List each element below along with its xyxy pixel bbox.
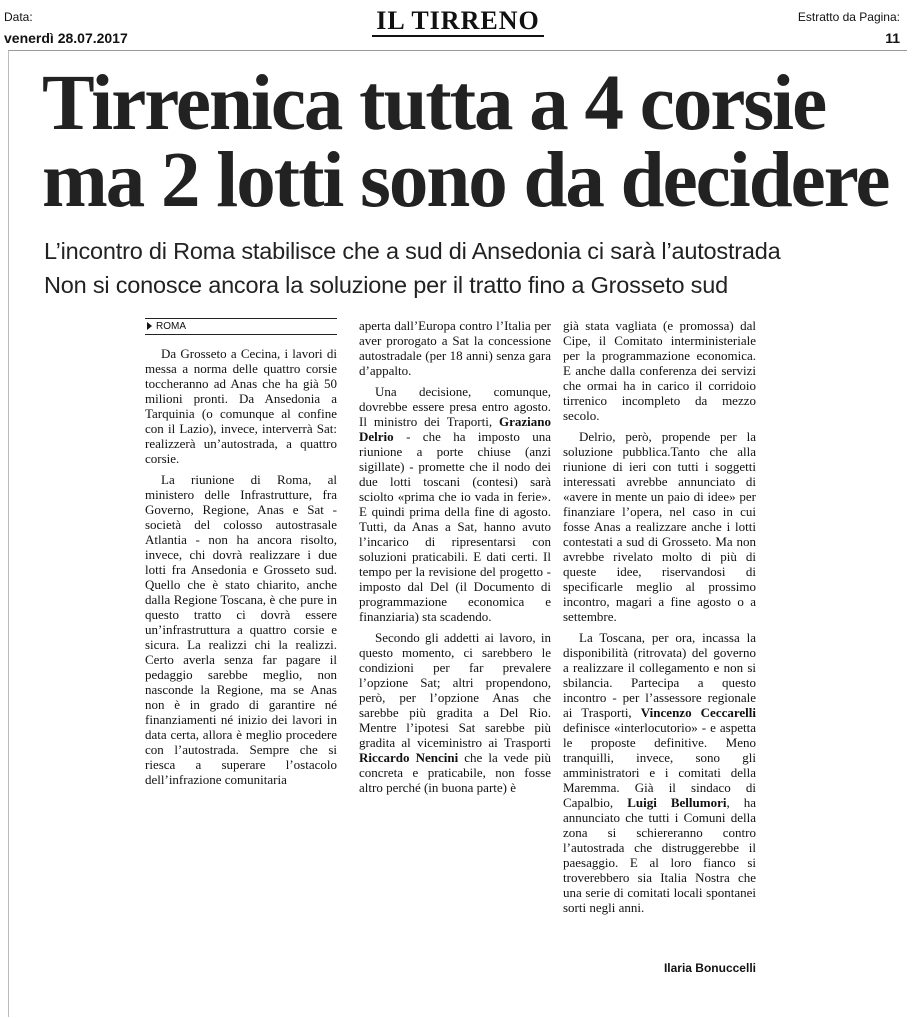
paragraph: Delrio, però, propende per la soluzione pubblica.Tanto che alla riunione di ieri con tutti i soggetti interessati avrebbe annunciato di «avere in mente un paio di idee» per finanziare l’opera, nel caso in cui fosse Anas a realizzare anche i lotti contestati a sud di Grosseto. Ma non avrebbe rivelato molto di più di queste idee, riservandosi di specificarle meglio al prossimo incontro, magari a fine agosto o a settembre. (563, 429, 756, 624)
paragraph: già stata vagliata (e promossa) dal Cipe, il Comitato interministeriale per la programmazione economica. E anche dalla conferenza dei servizi che ormai ha in carico il corridoio tirrenico incompleto da mezzo secolo. (563, 318, 756, 423)
page-number: 11 (885, 30, 900, 46)
paragraph: La riunione di Roma, al ministero delle Infrastrutture, fra Governo, Regione, Anas e Sat - società del colosso autostrasale Atlantia - non ha ancora risolto, invece, chi dovrà realizzare i due lotti fra Ansedonia e Grosseto sud. Quello che è stato chiarito, anche dalla Regione Toscana, è che pure in questo tratto ci dovrà essere un’infrastruttura a quattro corsie e sicura. La realizzi chi la realizzi. Certo averla senza far pagare il pedaggio sarebbe meglio, non nasconde la Regione, ma se Anas non è in grado di garantire né finanziamenti né inizio dei lavori in data certa, allora è meglio procedere con l’autostrada. Sempre che si riesca a superare l’ostacolo dell’infrazione comunitaria (145, 472, 337, 787)
subheadline-line-2: Non si conosce ancora la soluzione per il tratto fino a Grosseto sud (44, 272, 728, 298)
paragraph: Secondo gli addetti ai lavoro, in questo momento, ci sarebbero le condizioni per far prevalere l’opzione Sat; altri propendono, però, per l’opzione Anas che sarebbe più gradita a Del Rio. Mentre l’ipotesi Sat sarebbe più gradita al viceministro ai Trasporti Riccardo Nencini che la vede più concreta e praticabile, non fosse altro perché (in buona parte) è (359, 630, 552, 795)
article-column-2 (359, 318, 551, 795)
author-byline: Ilaria Bonuccelli (663, 961, 756, 975)
headline-line-1: Tirrenica tutta a 4 corsie (42, 60, 826, 147)
publication-date: venerdì 28.07.2017 (4, 30, 128, 46)
page-label: Estratto da Pagina: (797, 10, 900, 24)
person-name: Vincenzo Ceccarelli (640, 705, 756, 720)
paragraph: La Toscana, per ora, incassa la disponibilità (ritrovata) del governo a realizzare il collegamento e non si sbilancia. Partecipa a questo incontro - per l’assessore regionale ai Trasporti, Vincenzo Ceccarelli definisce «interlocutorio» - e aspetta le proposte definitive. Meno tranquilli, invece, sono gli amministratori e i comitati della Maremma. Già il sindaco di Capalbio, Luigi Bellumori, ha annunciato che tutti i Comuni della zona si schiereranno contro l’autostrada che distruggerebbe il paesaggio. E al loro fianco si troverebbero sia Italia Nostra che una serie di comitati locali spontanei sorti negli anni. (563, 630, 756, 915)
person-name: Graziano Delrio (359, 414, 551, 444)
person-name: Riccardo Nencini (359, 750, 459, 765)
headline-line-2: ma 2 lotti sono da decidere (42, 137, 889, 224)
date-label: Data: (4, 10, 33, 24)
paragraph: aperta dall’Europa contro l’Italia per aver prorogato a Sat la concessione autostradale (per 18 anni) senza gara d’appalto. (359, 318, 551, 378)
dateline (145, 318, 337, 335)
article-column-3 (563, 318, 756, 915)
subheadline-line-1: L’incontro di Roma stabilisce che a sud di Ansedonia ci sarà l’autostrada (44, 238, 781, 264)
person-name: Luigi Bellumori (627, 795, 727, 810)
article-column-1 (145, 346, 337, 787)
paragraph: Da Grosseto a Cecina, i lavori di messa a norma delle quattro corsie toccheranno ad Anas che ha già 50 milioni pronti. Da Ansedonia a Tarquinia (o comunque al confine con il Lazio), invece, interverrà Sat: realizzerà un’autostrada, a quattro corsie. (145, 346, 337, 466)
dateline-marker-icon (147, 322, 152, 330)
newspaper-masthead (0, 6, 916, 36)
dateline-text: ROMA (156, 321, 186, 332)
paragraph: Una decisione, comunque, dovrebbe essere presa entro agosto. Il ministro dei Traporti, Graziano Delrio - che ha imposto una riunione a porte chiuse (anzi sigillate) - promette che il nodo dei due lotti toscani (contesi) sarà sciolto «prima che io vada in ferie». E quindi prima della fine di agosto. Tutti, da Anas a Sat, hanno avuto l’incarico di ripresentarsi con soluzioni praticabili. E dati certi. Il tempo per la revisione del progetto - imposto dal Del (il Documento di programmazione economica e finanziaria) sta scadendo. (359, 384, 551, 624)
masthead-title: IL TIRRENO (372, 6, 543, 37)
